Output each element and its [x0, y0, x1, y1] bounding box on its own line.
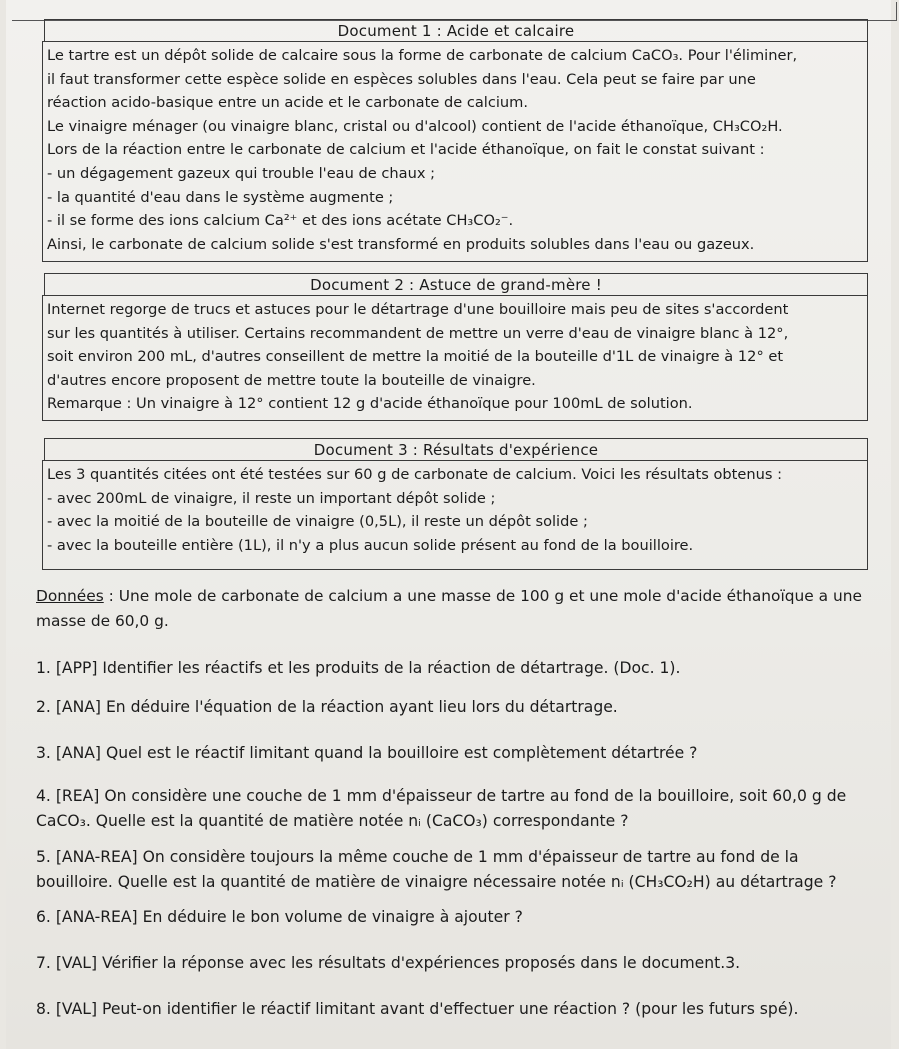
question-7 — [36, 951, 896, 976]
data-line-2: masse de 60,0 g. — [36, 612, 169, 630]
doc1-line: Ainsi, le carbonate de calcium solide s'est transformé en produits solubles dans l'eau ou gazeux. — [47, 235, 755, 253]
doc3-title: Document 3 : Résultats d'expérience — [44, 438, 868, 461]
question-text: 7. [VAL] Vérifier la réponse avec les résultats d'expériences proposés dans le document.3. — [36, 954, 741, 972]
doc1-line: réaction acido-basique entre un acide et le carbonate de calcium. — [47, 94, 529, 112]
question-5 — [36, 845, 896, 895]
doc3-line: - avec 200mL de vinaigre, il reste un important dépôt solide ; — [47, 489, 496, 507]
question-text: bouilloire. Quelle est la quantité de matière de vinaigre nécessaire notée nᵢ (CH₃CO₂H) au détartrage ? — [36, 873, 837, 891]
question-text: 2. [ANA] En déduire l'équation de la réaction ayant lieu lors du détartrage. — [36, 698, 618, 716]
doc2-line: Internet regorge de trucs et astuces pour le détartrage d'une bouilloire mais peu de sites s'accordent — [47, 301, 789, 318]
doc3-box — [42, 460, 868, 570]
question-text: CaCO₃. Quelle est la quantité de matière notée nᵢ (CaCO₃) correspondante ? — [36, 812, 629, 830]
doc3-line: - avec la moitié de la bouteille de vinaigre (0,5L), il reste un dépôt solide ; — [47, 513, 588, 531]
data-section — [36, 584, 886, 634]
data-text: : Une mole de carbonate de calcium a une masse de 100 g et une mole d'acide éthanoïque a une — [103, 587, 862, 605]
question-text: 6. [ANA-REA] En déduire le bon volume de vinaigre à ajouter ? — [36, 908, 523, 926]
doc1-line: il faut transformer cette espèce solide en espèces solubles dans l'eau. Cela peut se faire par une — [47, 70, 756, 88]
worksheet-page — [6, 0, 891, 1049]
data-line — [36, 584, 886, 609]
doc1-line: - un dégagement gazeux qui trouble l'eau de chaux ; — [47, 164, 436, 182]
question-4 — [36, 784, 896, 834]
question-text: 3. [ANA] Quel est le réactif limitant quand la bouilloire est complètement détartrée ? — [36, 744, 698, 762]
question-text: 1. [APP] Identifier les réactifs et les produits de la réaction de détartrage. (Doc. 1). — [36, 659, 681, 677]
doc2-line: Remarque : Un vinaigre à 12° contient 12 g d'acide éthanoïque pour 100mL de solution. — [47, 395, 693, 413]
question-8 — [36, 997, 896, 1022]
question-text: 8. [VAL] Peut-on identifier le réactif limitant avant d'effectuer une réaction ? (pour les futurs spé). — [36, 1000, 799, 1018]
doc3-line: Les 3 quantités citées ont été testées sur 60 g de carbonate de calcium. Voici les résultats obtenus : — [47, 466, 782, 483]
doc2-box — [42, 295, 868, 421]
doc1-line: - la quantité d'eau dans le système augmente ; — [47, 188, 394, 206]
doc2-line: d'autres encore proposent de mettre toute la bouteille de vinaigre. — [47, 371, 536, 389]
doc2-line: sur les quantités à utiliser. Certains recommandent de mettre un verre d'eau de vinaigre blanc à 12°, — [47, 324, 789, 342]
doc3-line: - avec la bouteille entière (1L), il n'y a plus aucun solide présent au fond de la bouilloire. — [47, 536, 694, 554]
doc1-title: Document 1 : Acide et calcaire — [44, 19, 868, 42]
doc1-box — [42, 41, 868, 262]
question-6 — [36, 905, 896, 930]
doc2-line: soit environ 200 mL, d'autres conseillent de mettre la moitié de la bouteille d'1L de vinaigre à 12° et — [47, 348, 784, 366]
doc1-line: - il se forme des ions calcium Ca²⁺ et des ions acétate CH₃CO₂⁻. — [47, 212, 514, 230]
question-text: 4. [REA] On considère une couche de 1 mm d'épaisseur de tartre au fond de la bouilloire, soit 60,0 g de — [36, 787, 847, 805]
doc1-line: Le vinaigre ménager (ou vinaigre blanc, cristal ou d'alcool) contient de l'acide éthanoïque, CH₃CO₂H. — [47, 117, 783, 135]
question-2 — [36, 695, 896, 720]
doc2-title: Document 2 : Astuce de grand-mère ! — [44, 273, 868, 296]
question-3 — [36, 741, 896, 766]
data-label: Données — [36, 587, 104, 605]
question-text: 5. [ANA-REA] On considère toujours la même couche de 1 mm d'épaisseur de tartre au fond de la — [36, 848, 799, 866]
doc1-line: Le tartre est un dépôt solide de calcaire sous la forme de carbonate de calcium CaCO₃. Pour l'éliminer, — [47, 47, 798, 64]
question-1 — [36, 656, 896, 681]
doc1-line: Lors de la réaction entre le carbonate de calcium et l'acide éthanoïque, on fait le constat suivant : — [47, 141, 765, 159]
